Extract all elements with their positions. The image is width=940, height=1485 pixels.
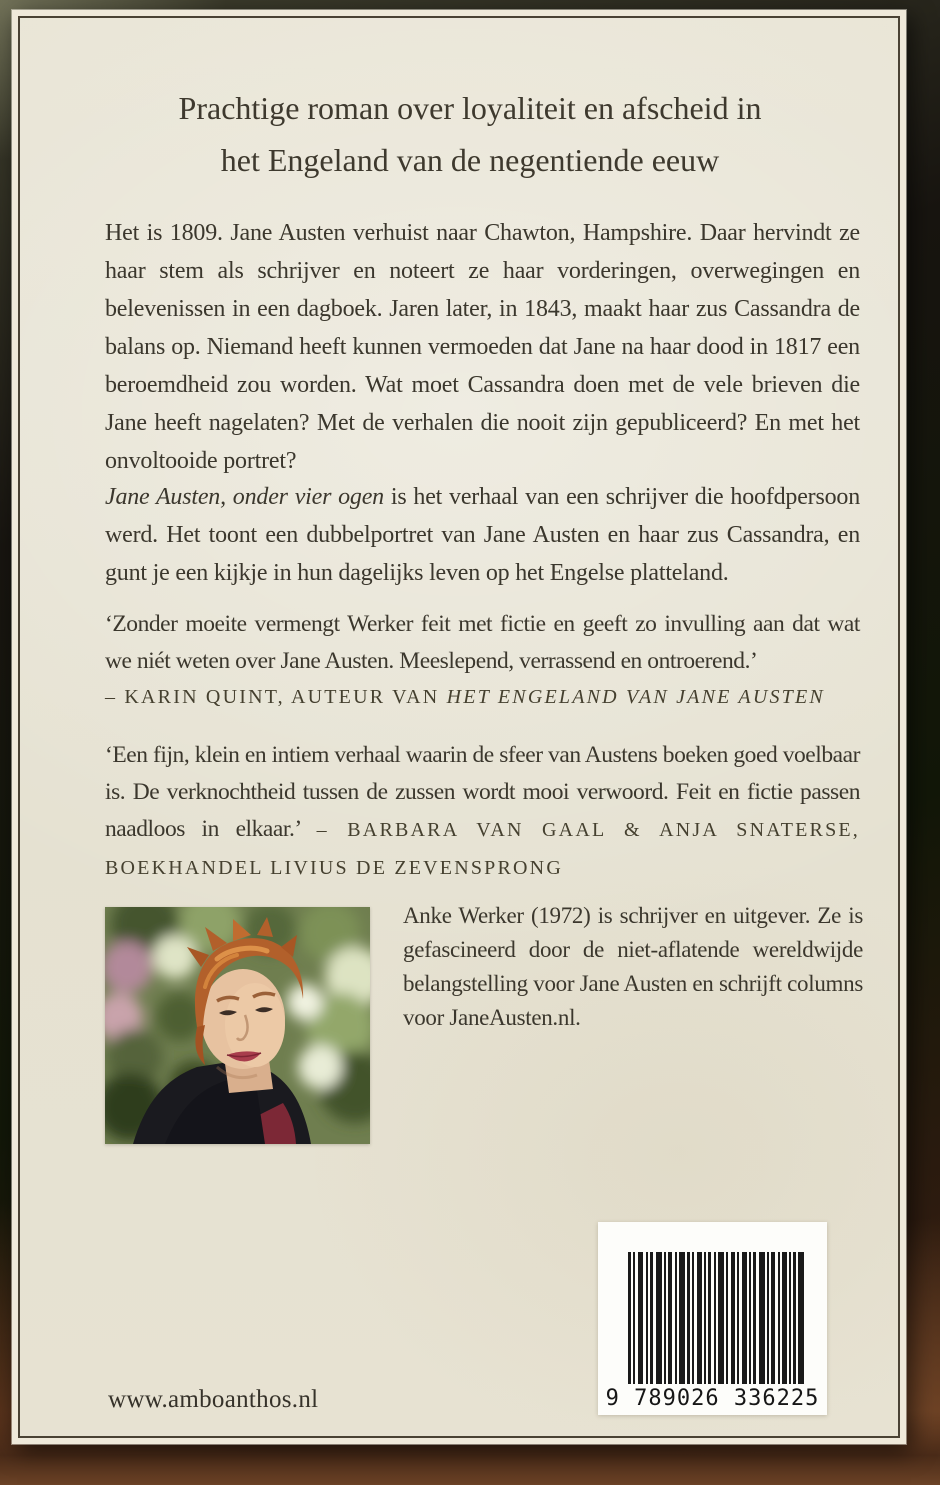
cover-page bbox=[18, 16, 900, 1438]
publisher-url: www.amboanthos.nl bbox=[108, 1386, 319, 1413]
author-bio: Anke Werker (1972) is schrijver en uitgever. Ze is gefascineerd door de niet-aflatende wereldwijde belangstelling voor Jane Austen en schrijft columns voor JaneAusten.nl. bbox=[403, 903, 863, 1030]
quote-1-attribution-name: – KARIN QUINT, AUTEUR VAN bbox=[105, 686, 447, 708]
quote-1-text: ‘Zonder moeite vermengt Werker feit met fictie en geeft zo invulling aan dat wat we niét weten over Jane Austen. Meeslepend, verrassend en ontroerend.’ bbox=[105, 611, 860, 674]
barcode bbox=[598, 1222, 827, 1415]
quote-2-attribution: – BARBARA VAN GAAL & ANJA SNATERSE, BOEKHANDEL LIVIUS DE ZEVENSPRONG bbox=[105, 819, 861, 879]
barcode-number: 9 789026 336225 bbox=[605, 1386, 820, 1411]
author-portrait-graphic bbox=[105, 907, 370, 1144]
quote-1-attribution-work: HET ENGELAND VAN JANE AUSTEN bbox=[446, 686, 825, 708]
quote-2 bbox=[105, 737, 860, 887]
tagline-line-1: Prachtige roman over loyaliteit en afscheid in bbox=[178, 90, 762, 126]
description-text: is het verhaal van een schrijver die hoofdpersoon werd. Het toont een dubbelportret van Jane Austen en haar zus Cassandra, en gunt je een kijkje in hun dagelijks leven op het Engelse platteland. bbox=[105, 484, 860, 586]
description-paragraph bbox=[105, 478, 860, 592]
book-back-cover bbox=[12, 10, 906, 1444]
barcode-bars-graphic bbox=[598, 1244, 827, 1392]
author-section bbox=[105, 903, 863, 1144]
cover-tagline bbox=[125, 82, 815, 186]
quote-1-attribution bbox=[105, 680, 860, 714]
synopsis-paragraph bbox=[105, 214, 860, 480]
author-photo bbox=[105, 907, 370, 1144]
book-title-italic: Jane Austen, onder vier ogen bbox=[105, 484, 384, 510]
synopsis-text: Het is 1809. Jane Austen verhuist naar Chawton, Hampshire. Daar hervindt ze haar stem als schrijver en noteert ze haar vorderingen, overwegingen en belevenissen in een dagboek. Jaren later, in 1843, maakt haar zus Cassandra de balans op. Niemand heeft kunnen vermoeden dat Jane na haar dood in 1817 een beroemdheid zou worden. Wat moet Cassandra doen met de vele brieven die Jane heeft nagelaten? Met de verhalen die nooit zijn gepubliceerd? En met het onvoltooide portret? bbox=[105, 220, 860, 474]
quote-2-text: ‘Een fijn, klein en intiem verhaal waarin de sfeer van Austens boeken goed voelbaar is. De verknochtheid tussen de zussen wordt mooi verwoord. Feit en fictie passen naadloos in elkaar.’ bbox=[105, 742, 860, 842]
tagline-line-2: het Engeland van de negentiende eeuw bbox=[220, 142, 720, 178]
quote-1 bbox=[105, 606, 860, 714]
